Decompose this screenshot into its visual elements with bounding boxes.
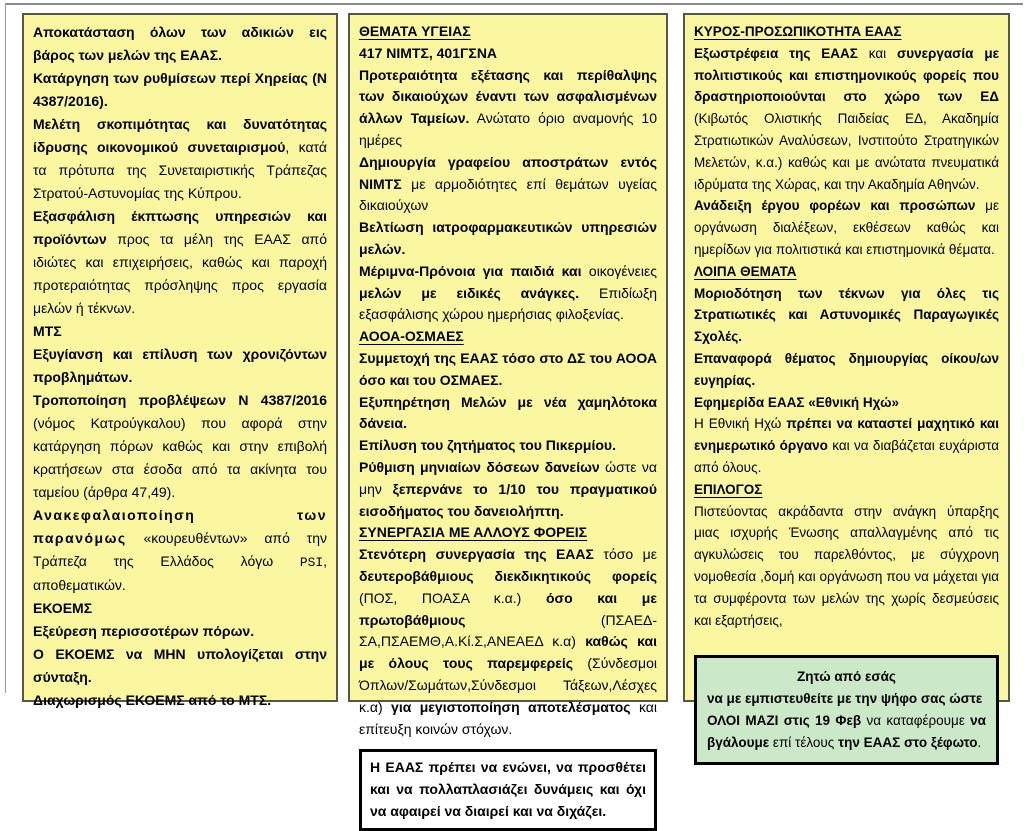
paragraph — [359, 217, 657, 261]
text-segment: Ανώτατο όριο αναμονής 10 ημέρες — [359, 110, 657, 148]
section-heading-text: ΕΠΙΛΟΓΟΣ — [694, 481, 763, 497]
text-segment: Βελτίωση ιατροφαρμακευτικών υπηρεσιών μελών. — [359, 219, 657, 257]
paragraph — [33, 113, 327, 205]
text-segment: (ΠΟΣ, ΠΟΑΣΑ κ.α.) — [359, 589, 546, 606]
paragraph — [694, 392, 999, 414]
text-segment: Ανακεφαλαιοποίηση των παρανόμως — [33, 507, 327, 546]
paragraph — [707, 666, 986, 688]
paragraph — [359, 544, 657, 740]
text-segment: δευτεροβάθμιους διεκδικητικούς φορείς — [359, 567, 657, 584]
text-segment: Στενότερη συνεργασία της ΕΑΑΣ — [359, 546, 594, 563]
text-segment: και επίτευξη κοινών στόχων. — [359, 698, 657, 737]
paragraph — [707, 710, 986, 754]
text-segment: Ζητώ από εσάς — [797, 669, 896, 685]
unity-statement-box — [359, 749, 657, 830]
text-segment: Ο ΕΚΟΕΜΣ να ΜΗΝ υπολογίζεται στην σύνταξη. — [33, 646, 327, 685]
paragraph — [33, 205, 327, 320]
text-segment: Επίλυση του ζητήματος του Πικερμίου. — [359, 437, 616, 454]
text-segment: μελών με ειδικές ανάγκες. — [359, 284, 580, 301]
text-segment: ΟΛΟΙ ΜΑΖΙ στις 19 Φεβ — [707, 712, 862, 728]
section-heading-text: ΚΥΡΟΣ-ΠΡΟΣΩΠΙΚΟΤΗΤΑ ΕΑΑΣ — [694, 24, 902, 39]
text-segment: πρέπει να καταστεί μαχητικό και ενημερωτικό όργανο — [694, 416, 999, 454]
text-segment: και — [857, 45, 898, 61]
text-segment: Η Εθνική Ηχώ — [694, 416, 787, 432]
text-segment: Επαναφορά θέματος δημιουργίας οίκου/ων ευγηρίας. — [694, 350, 999, 388]
text-segment: Μοριοδότηση των τέκνων για όλες τις Στρατιωτικές και Αστυνομικές Παραγωγικές Σχολές. — [694, 285, 999, 345]
text-segment: (Κιβωτός Ολιστικής Παιδείας ΕΔ, Ακαδημία Στρατιωτικών Αναλύσεων, Ινστιτούτο Στρατηγικών Μελετών, κ.α.) καθώς και με ανώτατα πνευματικά ιδρύματα της Χώρας, και την Ακαδημία Αθηνών. — [694, 111, 999, 192]
section-heading — [359, 21, 657, 43]
paragraph — [359, 261, 657, 326]
section-heading — [694, 261, 999, 283]
paragraph — [33, 689, 327, 712]
paragraph — [694, 348, 999, 392]
text-segment: , αποθεματικών. — [33, 553, 327, 593]
paragraph — [33, 504, 327, 597]
paragraph — [33, 67, 327, 113]
paragraph — [359, 457, 657, 522]
text-segment: Συμμετοχή της ΕΑΑΣ τόσο στο ΔΣ του ΑΟΟΑ όσο και του ΟΣΜΑΕΣ. — [359, 349, 657, 388]
paragraph — [359, 43, 657, 65]
text-segment: (Σύνδεσμοι Όπλων/Σωμάτων,Σύνδεσμοι Τάξεων,Λέσχες κ.α) — [359, 655, 657, 715]
text-segment: Εξυπηρέτηση Μελών με νέα χαμηλότοκα δάνεια. — [359, 393, 657, 432]
column-left-claims — [22, 13, 338, 708]
paragraph — [33, 343, 327, 389]
text-segment: ΜΤΣ — [33, 323, 62, 339]
paragraph — [33, 389, 327, 504]
column-right-prestige-epilogue — [683, 13, 1010, 750]
text-segment: Μέριμνα-Πρόνοια για παιδιά και — [359, 262, 589, 279]
paragraph — [359, 65, 657, 152]
text-segment: ώστε να μην — [359, 458, 657, 497]
paragraph — [33, 643, 327, 689]
text-segment: Ανάδειξη έργου φορέων και προσώπων — [694, 198, 976, 214]
text-segment: 417 ΝΙΜΤΣ, 401ΓΣΝΑ — [359, 44, 498, 61]
text-segment: Επιδίωξη εξασφάλισης χώρου ημερήσιας φιλοξενίας. — [359, 284, 657, 323]
text-segment: οικογένειες — [588, 262, 657, 279]
text-segment: Μελέτη σκοπιμότητας και δυνατότητας ίδρυσης οικονομικού συνεταιρισμού — [33, 116, 327, 155]
text-segment: Εξασφάλιση έκπτωσης υπηρεσιών και προϊόντων — [33, 208, 327, 247]
text-segment: να καταφέρουμε — [861, 712, 971, 728]
text-segment: Αποκατάσταση όλων των αδικιών εις βάρος των μελών της ΕΑΑΣ. — [33, 24, 327, 63]
text-segment: Εξυγίανση και επίλυση των χρονιζόντων προβλημάτων. — [33, 346, 327, 385]
section-heading-text: ΣΥΝΕΡΓΑΣΙΑ ΜΕ ΑΛΛΟΥΣ ΦΟΡΕΙΣ — [359, 524, 588, 541]
text-segment: Πιστεύοντας ακράδαντα στην ανάγκη ύπαρξης μιας ισχυρής Ένωσης απαλλαγμένης από τις αγκυλώσεις του παρελθόντος, με σύγχρονη νομοθεσία ,δομή και οργάνωση που να μάχεται για τα συμφέροντα των μελών της χωρίς δεσμεύσεις και εξαρτήσεις, — [694, 503, 999, 628]
text-segment: συνεργασία με πολιτιστικούς και επιστημονικούς φορείς που δραστηριοποιούνται στο χώρο των ΕΔ — [694, 45, 1000, 105]
text-segment: προς τα μέλη της ΕΑΑΣ από ιδιώτες και επιχειρήσεις, καθώς και παροχή προτεραιότητας πρόσληψης προς εργασία μελών ή τέκνων. — [33, 231, 327, 316]
text-segment: Κατάργηση των ρυθμίσεων περί Χηρείας (Ν 4387/2016). — [33, 70, 327, 109]
paragraph — [370, 757, 646, 822]
paragraph — [694, 43, 999, 196]
section-heading-text: ΑΟΟΑ-ΟΣΜΑΕΣ — [359, 328, 464, 345]
text-segment: όσο και με πρωτοβάθμιους — [359, 589, 657, 628]
text-segment: την ΕΑΑΣ στο ξέφωτο — [838, 734, 978, 750]
paragraph — [359, 435, 657, 457]
text-segment: . — [977, 734, 982, 750]
paragraph — [33, 597, 327, 620]
column-middle-health-cooperation — [348, 13, 668, 819]
text-segment: Εφημερίδα ΕΑΑΣ «Εθνική Ηχώ» — [694, 394, 900, 410]
text-segment: με οργάνωση διαλέξεων, εκθέσεων καθώς και ημερίδων για πολιτιστικά και επιστημονικά θέματα. — [694, 198, 999, 257]
text-segment: καθώς και με όλους τους παρεμφερείς — [359, 633, 658, 672]
text-segment: Διαχωρισμός ΕΚΟΕΜΣ από το ΜΤΣ. — [33, 692, 272, 708]
text-segment: Προτεραιότητα εξέτασης και περίθαλψης των δικαιούχων έναντι των ασφαλισμένων άλλων Ταμείων. — [359, 66, 657, 127]
text-segment: Δημιουργία γραφείου αποστράτων εντός ΝΙΜΤΣ — [359, 153, 657, 192]
text-segment: Εξεύρεση περισσοτέρων πόρων. — [33, 623, 255, 639]
text-segment: , κατά τα πρότυπα της Συνεταιριστικής Τράπεζας Στρατού-Αστυνομίας της Κύπρου. — [33, 139, 327, 201]
paragraph — [33, 21, 327, 67]
paragraph — [694, 413, 999, 478]
text-segment: επί τέλους — [769, 734, 839, 750]
text-segment: να με εμπιστευθείτε με την ψήφο σας ώστε — [707, 691, 983, 707]
paragraph — [33, 320, 327, 343]
paragraph — [359, 152, 657, 217]
text-segment: να βγάλουμε — [707, 712, 986, 750]
section-heading — [359, 326, 657, 348]
section-heading-text: ΛΟΙΠΑ ΘΕΜΑΤΑ — [694, 263, 797, 279]
text-segment: και να διαβάζεται ευχάριστα από όλους. — [694, 438, 999, 475]
text-segment: Ρύθμιση μηνιαίων δόσεων δανείων — [359, 458, 600, 475]
paragraph — [359, 392, 657, 436]
text-segment: τόσο με — [593, 546, 657, 563]
text-segment: για μεγιστοποίηση αποτελέσματος — [391, 698, 631, 715]
text-segment: ΕΚΟΕΜΣ — [33, 600, 93, 616]
section-heading — [359, 522, 657, 544]
paragraph — [33, 620, 327, 643]
section-heading — [694, 479, 999, 501]
paragraph — [694, 195, 999, 260]
text-segment: ξεπερνάνε το 1/10 του πραγματικού εισοδήματος του δανειολήπτη. — [359, 480, 657, 519]
text-segment: (ΠΣΑΕΔ-ΣΑ,ΠΣΑΕΜΘ,Α.Κί.Σ,ΑΝΕΑΕΔ κ.α) — [359, 611, 657, 650]
paragraph — [694, 283, 999, 348]
text-segment: με αρμοδιότητες επί θεμάτων υγείας δικαιούχων — [359, 175, 657, 214]
paragraph — [707, 688, 986, 710]
paragraph — [694, 501, 999, 632]
text-segment: Τροποποίηση προβλέψεων Ν 4387/2016 — [33, 392, 327, 408]
paragraph — [359, 348, 657, 392]
text-segment: Εξωστρέφεια της ΕΑΑΣ — [694, 45, 858, 61]
section-heading-text: ΘΕΜΑΤΑ ΥΓΕΙΑΣ — [359, 23, 471, 39]
vote-appeal-box — [694, 655, 999, 764]
text-segment: «κουρευθέντων» από την Τράπεζα της Ελλάδος λόγω — [33, 530, 327, 569]
text-segment: PSI — [299, 555, 324, 570]
text-segment: (νόμος Κατρούγκαλου) που αφορά στην κατάργηση πόρων καθώς και στην επιβολή κρατήσεων στα έσοδα από τα ακίνητα του ταμείου (άρθρα 47,49). — [33, 415, 327, 500]
text-segment: Η ΕΑΑΣ πρέπει να ενώνει, να προσθέτει και να πολλαπλασιάζει δυνάμεις και όχι να αφαιρεί να διαιρεί και να διχάζει. — [370, 759, 646, 819]
section-heading — [694, 21, 999, 43]
